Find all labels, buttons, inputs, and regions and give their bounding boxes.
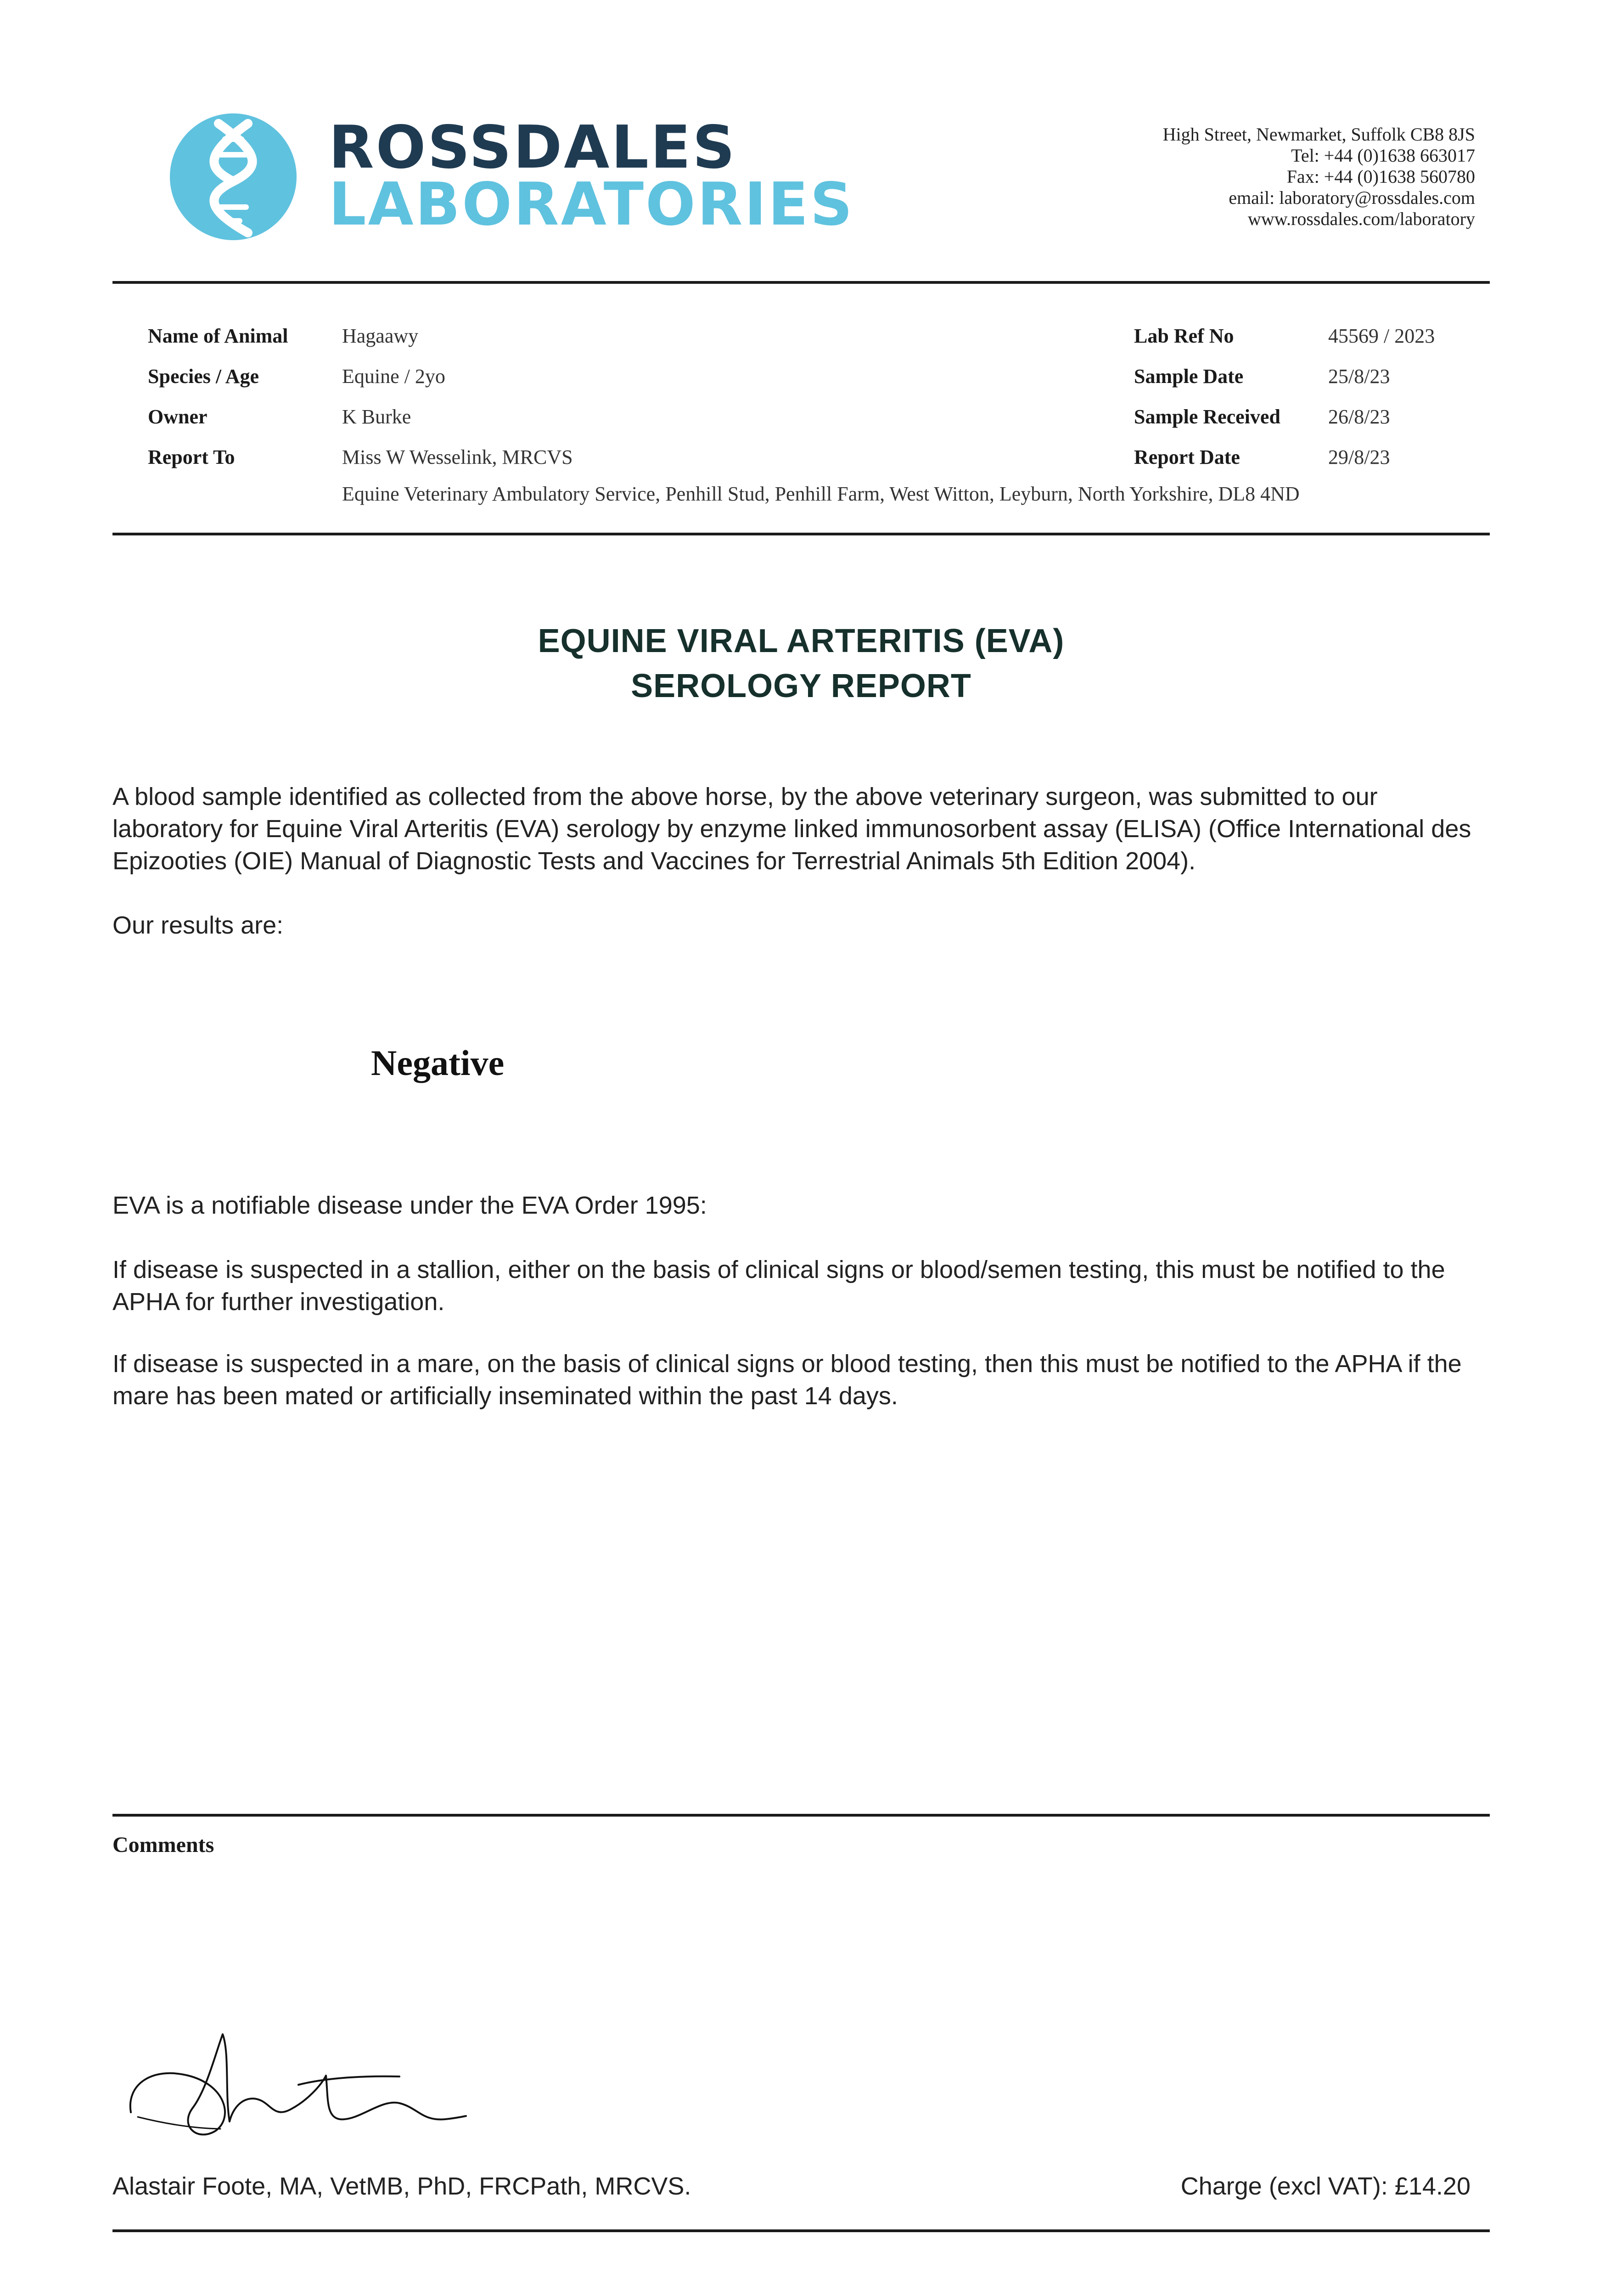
species-age-value: Equine / 2yo — [342, 365, 445, 388]
dna-helix-icon — [169, 113, 297, 241]
intro-paragraph: A blood sample identified as collected from the above horse, by the above veterinary surgeon, was submitted to our laboratory for Equine Viral Arteritis (EVA) serology by enzyme linked immunosorbent assay (ELISA) (Office International des Epizooties (OIE) Manual of Diagnostic Tests and Vaccines for Terrestrial Animals 5th Edition 2004). — [112, 783, 1471, 875]
footer-divider — [112, 2229, 1490, 2232]
report-title-line-2: SEROLOGY REPORT — [631, 668, 971, 704]
sample-date-label: Sample Date — [1134, 365, 1244, 388]
charge-amount: Charge (excl VAT): £14.20 — [1180, 2172, 1470, 2200]
owner-label: Owner — [148, 405, 208, 428]
signatory-name: Alastair Foote, MA, VetMB, PhD, FRCPath, MRCVS. — [112, 2172, 691, 2200]
comments-label: Comments — [112, 1833, 214, 1857]
sample-received-value: 26/8/23 — [1328, 405, 1390, 428]
results-intro: Our results are: — [112, 912, 284, 939]
name-of-animal-label: Name of Animal — [148, 325, 288, 347]
sample-received-label: Sample Received — [1134, 405, 1280, 428]
lab-ref-label: Lab Ref No — [1134, 325, 1234, 347]
lab-telephone: Tel: +44 (0)1638 663017 — [1291, 145, 1475, 166]
test-result: Negative — [371, 1043, 505, 1083]
report-date-label: Report Date — [1134, 446, 1240, 468]
mare-notification-paragraph: If disease is suspected in a mare, on the basis of clinical signs or blood testing, then this must be notified to the APHA if the mare has been mated or artificially inseminated within the past 14 days. — [112, 1350, 1462, 1410]
brand-name-line-2: LABORATORIES — [329, 170, 854, 239]
lab-ref-value: 45569 / 2023 — [1328, 325, 1435, 347]
lab-fax: Fax: +44 (0)1638 560780 — [1286, 166, 1475, 187]
lab-website: www.rossdales.com/laboratory — [1247, 208, 1475, 229]
report-title-line-1: EQUINE VIRAL ARTERITIS (EVA) — [538, 623, 1065, 659]
owner-value: K Burke — [342, 405, 411, 428]
report-to-value: Miss W Wesselink, MRCVS — [342, 446, 573, 468]
notifiable-disease-notice: EVA is a notifiable disease under the EVA Order 1995: — [112, 1192, 707, 1219]
sample-date-value: 25/8/23 — [1328, 365, 1390, 388]
brand-name-line-1: ROSSDALES — [329, 113, 737, 182]
lab-email: email: laboratory@rossdales.com — [1229, 187, 1475, 208]
stallion-notification-paragraph: If disease is suspected in a stallion, either on the basis of clinical signs or blood/semen testing, this must be notified to the APHA for further investigation. — [112, 1256, 1445, 1316]
lab-address: High Street, Newmarket, Suffolk CB8 8JS — [1162, 124, 1475, 145]
report-to-address: Equine Veterinary Ambulatory Service, Penhill Stud, Penhill Farm, West Witton, Leyburn, North Yorkshire, DL8 4ND — [342, 483, 1300, 505]
name-of-animal-value: Hagaawy — [342, 325, 419, 347]
comments-divider — [112, 1814, 1490, 1817]
report-to-label: Report To — [148, 446, 235, 468]
details-divider — [112, 533, 1490, 535]
signature-image — [124, 2025, 473, 2140]
report-date-value: 29/8/23 — [1328, 446, 1390, 468]
species-age-label: Species / Age — [148, 365, 259, 388]
header-divider — [112, 281, 1490, 284]
